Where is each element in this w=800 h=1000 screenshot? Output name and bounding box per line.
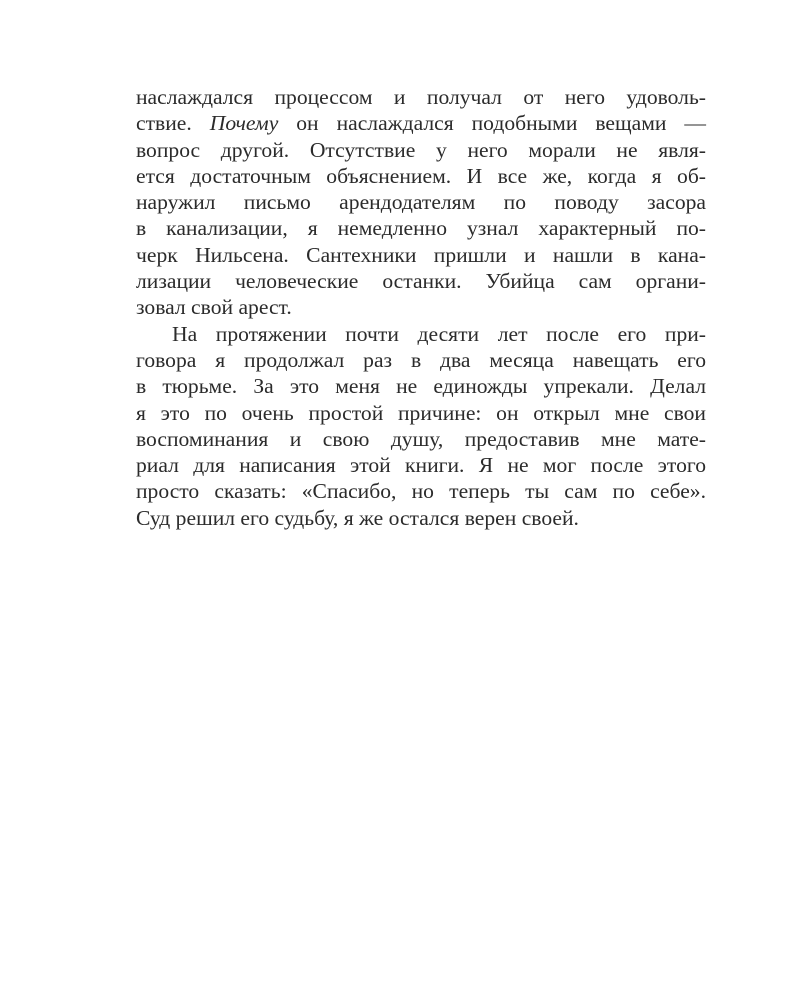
text-segment: ствие.	[136, 111, 210, 136]
text-line	[136, 163, 706, 189]
text-segment: говора я продолжал раз в два месяца навещать его	[136, 347, 706, 372]
text-line	[136, 242, 706, 268]
text-line	[136, 426, 706, 452]
text-segment: лизации человеческие останки. Убийца сам органи-	[136, 269, 706, 294]
text-line	[136, 294, 706, 320]
text-segment: наружил письмо арендодателям по поводу засора	[136, 190, 706, 215]
text-line	[136, 478, 706, 504]
text-line	[136, 84, 706, 110]
italic-emphasis: Почему	[209, 111, 279, 136]
text-segment: он наслаждался подобными вещами —	[278, 111, 707, 136]
text-line	[136, 505, 706, 531]
text-segment: черк Нильсена. Сантехники пришли и нашли в кана-	[136, 242, 706, 267]
text-segment: зовал свой арест.	[136, 295, 292, 320]
text-segment: наслаждался процессом и получал от него удоволь-	[136, 85, 706, 109]
text-line	[136, 347, 706, 373]
text-line	[136, 189, 706, 215]
text-line	[136, 268, 706, 294]
text-segment: На протяжении почти десяти лет после его при-	[172, 321, 706, 346]
body-text	[136, 84, 706, 531]
text-segment: риал для написания этой книги. Я не мог после этого	[136, 453, 706, 478]
text-segment: ется достаточным объяснением. И все же, когда я об-	[136, 163, 706, 188]
text-segment: Суд решил его судьбу, я же остался верен своей.	[136, 505, 579, 530]
text-line	[136, 215, 706, 241]
text-segment: в канализации, я немедленно узнал характерный по-	[136, 216, 706, 241]
text-line	[136, 110, 706, 136]
text-segment: в тюрьме. За это меня не единожды упрекали. Делал	[136, 374, 706, 399]
text-segment: вопрос другой. Отсутствие у него морали не явля-	[136, 137, 706, 162]
text-line	[136, 137, 706, 163]
text-segment: я это по очень простой причине: он открыл мне свои	[136, 400, 706, 425]
text-line	[136, 373, 706, 399]
text-line	[136, 321, 706, 347]
text-segment: просто сказать: «Спасибо, но теперь ты сам по себе».	[136, 479, 706, 504]
text-line	[136, 400, 706, 426]
text-segment: воспоминания и свою душу, предоставив мне мате-	[136, 426, 706, 451]
text-line	[136, 452, 706, 478]
